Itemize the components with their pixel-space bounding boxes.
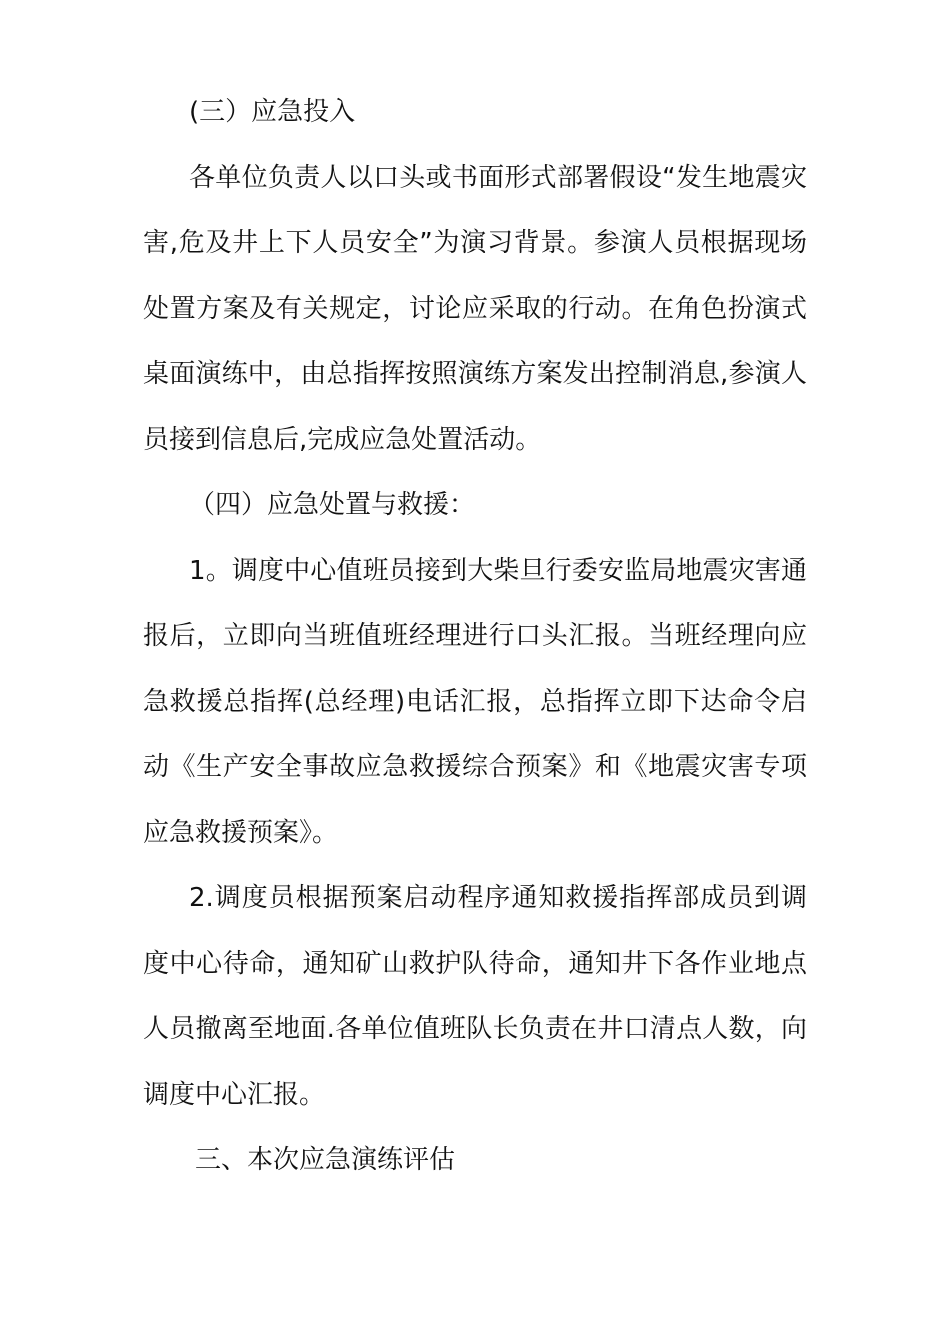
section-heading-emergency-input: (三）应急投入 (189, 97, 356, 127)
paragraph-step-2: 2.调度员根据预案启动程序通知救援指挥部成员到调度中心待命，通知矿山救护队待命，通知井下各作业地点人员撤离至地面.各单位值班队长负责在井口清点人数，向调度中心汇报。 (143, 883, 807, 1110)
document-body (143, 80, 807, 1194)
section-heading-drill-evaluation: 三、本次应急演练评估 (195, 1145, 456, 1175)
paragraph-step-1: 1。调度中心值班员接到大柴旦行委安监局地震灾害通报后，立即向当班值班经理进行口头汇报。当班经理向应急救援总指挥(总经理)电话汇报，总指挥立即下达命令启动《生产安全事故应急救援综合预案》和《地震灾害专项应急救援预案》。 (143, 555, 807, 848)
section-heading-emergency-response: （四）应急处置与救援： (189, 490, 476, 520)
paragraph-emergency-input: 各单位负责人以口头或书面形式部署假设“发生地震灾害,危及井上下人员安全”为演习背景。参演人员根据现场处置方案及有关规定，讨论应采取的行动。在角色扮演式桌面演练中，由总指挥按照演练方案发出控制消息,参演人员接到信息后,完成应急处置活动。 (143, 162, 807, 455)
